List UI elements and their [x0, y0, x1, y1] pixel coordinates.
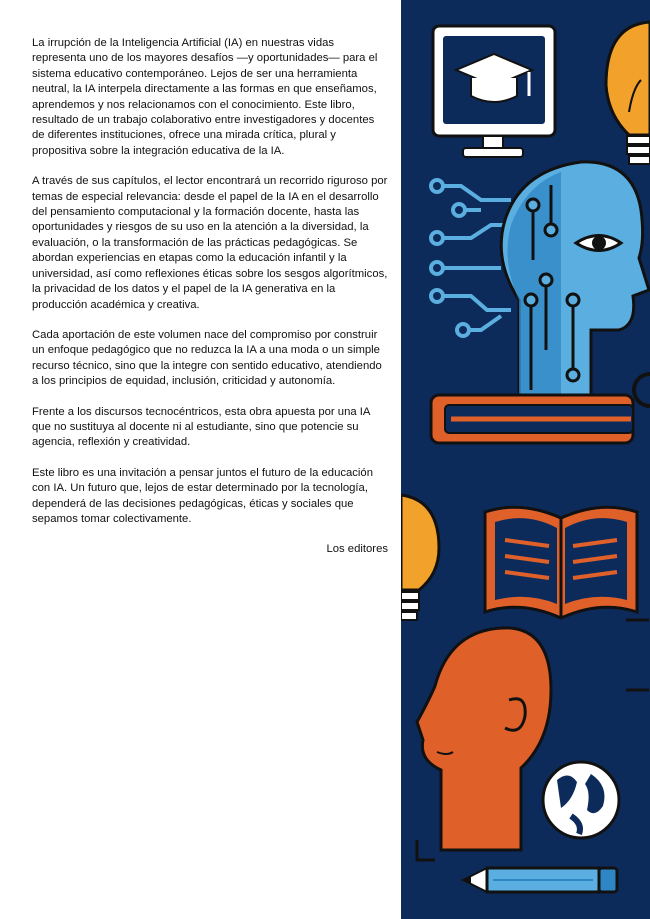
paragraph-5: Este libro es una invitación a pensar juntos el futuro de la educación con IA. Un futuro que, lejos de estar determinado por la tecnología, dependerá de las decisiones pedagógicas, éticas y sociales que sepamos tomar colectivamente. [32, 466, 374, 525]
paragraph-4: Frente a los discursos tecnocéntricos, esta obra apuesta por una IA que no sustituya al docente ni al estudiante, sino que potencie su agencia, reflexión y creatividad. [32, 405, 370, 449]
signature: Los editores [326, 543, 388, 556]
open-book-icon [485, 507, 637, 618]
paragraph-3: Cada aportación de este volumen nace del compromiso por construir un enfoque pedagógico que no reduzca la IA a una moda o un simple recurso técnico, sino que la integre con sentido educativo, atendiendo a los principios de equidad, inclusión, criticidad y autonomía. [32, 328, 382, 388]
globe-icon [543, 762, 619, 838]
paragraph-1: La irrupción de la Inteligencia Artificial (IA) en nuestras vidas representa uno de los mayores desafíos —y oportunidades— para el sistema educativo contemporáneo. Lejos de ser una herramienta neutral, la IA interpela directamente a las formas en que enseñamos, aprendemos y nos relacionamos con el conocimiento. Este libro, resultado de un trabajo colaborativo entre investigadores y docentes de diferentes instituciones, ofrece una mirada crítica, plural y propositiva sobre la integración educativa de la IA. [32, 37, 378, 157]
paragraph-2: A través de sus capítulos, el lector encontrará un recorrido riguroso por temas de especial relevancia: desde el papel de la IA en el desarrollo del pensamiento computacional y la formación docente, hasta las oportunidades y riesgos de su uso en la atención a la diversidad, la evaluación, o la transformación de las prácticas pedagógicas. Se abordan experiencias en etapas como la educación infantil y la universidad, así como reflexiones éticas sobre los sesgos algorítmicos, la privacidad de los datos y el papel de la IA generativa en la producción académica y creativa. [32, 175, 388, 311]
preface-text [32, 36, 388, 558]
book-icon [431, 395, 633, 443]
pencil-icon [463, 868, 617, 892]
education-ai-illustration [401, 0, 650, 919]
graduation-cap-icon [433, 26, 555, 157]
